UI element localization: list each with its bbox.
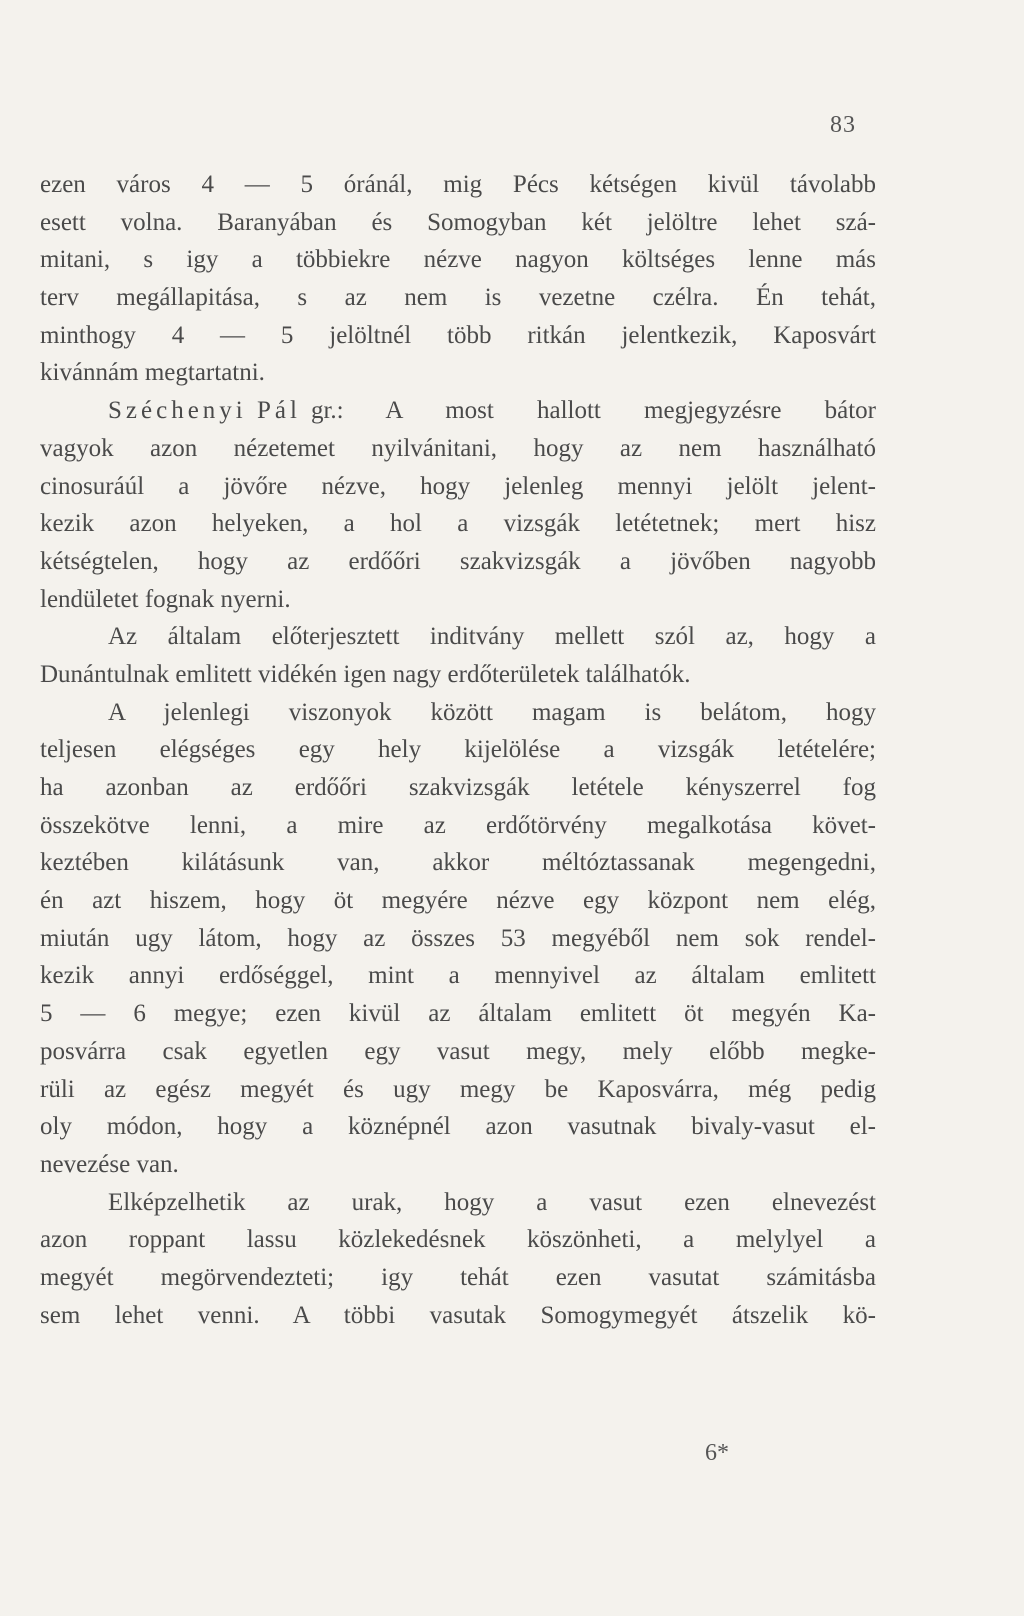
text-line: kezik annyi erdőséggel, mint a mennyivel az általam emlitett (40, 962, 876, 990)
text-line: lendületet fognak nyerni. (40, 585, 291, 613)
paragraph (40, 1184, 876, 1335)
text-line: miután ugy látom, hogy az összes 53 megyéből nem sok rendel- (40, 924, 876, 952)
signature-mark: 6* (705, 1440, 729, 1466)
text-line: esett volna. Baranyában és Somogyban két jelöltre lehet szá- (40, 208, 876, 236)
paragraph (40, 618, 876, 693)
paragraph (40, 392, 876, 618)
text-line: Elképzelhetik az urak, hogy a vasut ezen elnevezést (108, 1188, 876, 1216)
text-line: Az általam előterjesztett inditvány mellett szól az, hogy a (108, 623, 876, 651)
page-number: 83 (830, 112, 856, 138)
text-line: teljesen elégséges egy hely kijelölése a vizsgák letételére; (40, 736, 876, 764)
body-text (40, 166, 876, 1334)
speaker-line (40, 392, 876, 430)
text-line: sem lehet venni. A többi vasutak Somogymegyét átszelik kö- (40, 1301, 876, 1329)
speaker-name: Széchenyi Pál (108, 397, 301, 425)
text-line: kezik azon helyeken, a hol a vizsgák letétetnek; mert hisz (40, 510, 876, 538)
text-line: összekötve lenni, a mire az erdőtörvény megalkotása követ- (40, 811, 876, 839)
text-line: gr.: A most hallott megjegyzésre bátor (310, 397, 876, 425)
text-line: ha azonban az erdőőri szakvizsgák letétele kényszerrel fog (40, 774, 876, 801)
text-line: nevezése van. (40, 1150, 179, 1178)
text-line: posvárra csak egyetlen egy vasut megy, mely előbb megke- (40, 1037, 876, 1065)
paragraph (40, 166, 876, 392)
text-line: A jelenlegi viszonyok között magam is belátom, hogy (108, 698, 876, 726)
text-line: mitani, s igy a többiekre nézve nagyon költséges lenne más (40, 246, 876, 274)
text-line: Dunántulnak emlitett vidékén igen nagy erdőterületek találhatók. (40, 660, 691, 688)
text-line: minthogy 4 — 5 jelöltnél több ritkán jelentkezik, Kaposvárt (40, 321, 876, 349)
text-line: keztében kilátásunk van, akkor méltóztassanak megengedni, (40, 849, 876, 877)
text-line: rüli az egész megyét és ugy megy be Kaposvárra, még pedig (40, 1075, 876, 1103)
text-line: terv megállapitása, s az nem is vezetne czélra. Én tehát, (40, 284, 876, 312)
text-line: vagyok azon nézetemet nyilvánitani, hogy az nem használható (40, 434, 876, 462)
text-line: kétségtelen, hogy az erdőőri szakvizsgák a jövőben nagyobb (40, 547, 876, 575)
text-line: megyét megörvendezteti; igy tehát ezen vasutat számitásba (40, 1263, 876, 1291)
text-line: én azt hiszem, hogy öt megyére nézve egy központ nem elég, (40, 887, 876, 915)
text-line: cinosuráúl a jövőre nézve, hogy jelenleg mennyi jelölt jelent- (40, 472, 876, 500)
text-line: 5 — 6 megye; ezen kivül az általam emlitett öt megyén Ka- (40, 1000, 876, 1028)
text-line: azon roppant lassu közlekedésnek köszönheti, a melylyel a (40, 1226, 876, 1254)
text-line: kivánnám megtartatni. (40, 359, 265, 387)
text-line: ezen város 4 — 5 óránál, mig Pécs kétségen kivül távolabb (40, 171, 876, 198)
paragraph (40, 694, 876, 1184)
text-line: oly módon, hogy a köznépnél azon vasutnak bivaly-vasut el- (40, 1113, 876, 1141)
